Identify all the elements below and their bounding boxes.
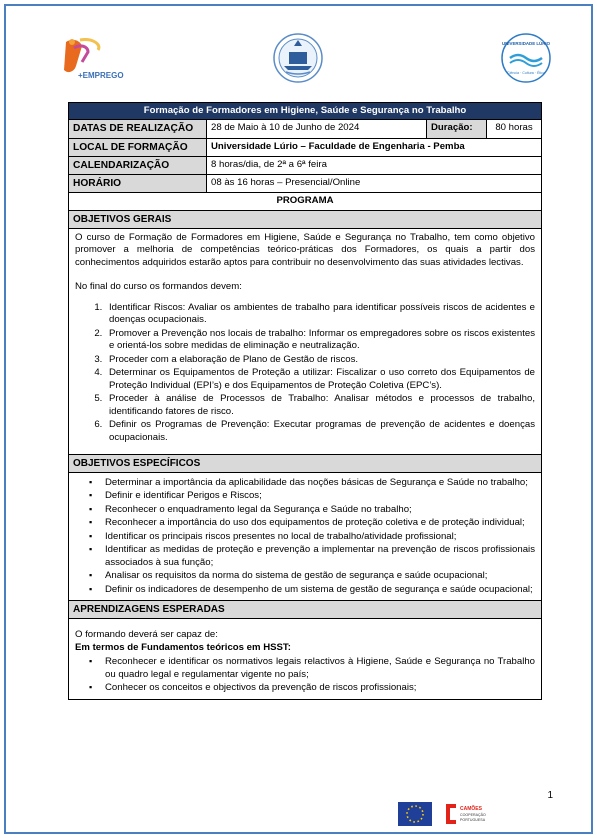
specific-objectives-heading: OBJETIVOS ESPECÍFICOS xyxy=(69,454,542,472)
hours-value: 08 às 16 horas – Presencial/Online xyxy=(207,175,542,193)
camoes-logo-line2: COOPERAÇÃO xyxy=(460,813,486,817)
general-objectives-lead: No final do curso os formandos devem: xyxy=(75,281,242,293)
expected-learning-heading: APRENDIZAGENS ESPERADAS xyxy=(69,601,542,619)
camoes-logo-line1: CAMÕES xyxy=(460,806,482,812)
schedule-label: CALENDARIZAÇÃO xyxy=(69,156,207,174)
dates-value: 28 de Maio à 10 de Junho de 2024 xyxy=(207,120,427,138)
unilurio-logo-text: UNIVERSIDADE LÚRIO xyxy=(501,41,551,46)
institution-seal-logo xyxy=(272,32,324,84)
list-item: ▪ Identificar os principais riscos presentes no local de trabalho/atividade profissional; xyxy=(89,531,535,543)
general-objectives-list xyxy=(105,302,535,444)
general-objectives-body xyxy=(69,228,542,454)
course-title: Formação de Formadores em Higiene, Saúde e Segurança no Trabalho xyxy=(69,103,542,120)
program-heading: PROGRAMA xyxy=(69,193,542,210)
list-item: ▪ Conhecer os conceitos e objectivos da prevenção de riscos profissionais; xyxy=(89,682,535,694)
eu-flag-icon xyxy=(398,802,432,826)
list-item: ▪ Definir e identificar Perigos e Riscos; xyxy=(89,490,535,502)
general-objectives-intro: O curso de Formação de Formadores em Higiene, Saúde e Segurança no Trabalho, tem como objetivo promover a melhoria de competências teórico-práticas dos Formadores, os quais a partir dos conhecimentos adquiridos estarão aptos para contribuir no desenvolvimento das suas atividades lectivas. xyxy=(75,231,535,268)
list-item: ▪ Reconhecer o enquadramento legal da Segurança e Saúde no trabalho; xyxy=(89,504,535,516)
unilurio-logo xyxy=(500,32,552,84)
list-item: 2. Promover a Prevenção nos locais de trabalho: Informar os empregadores sobre os riscos existentes e orientá-los sobre medidas de eliminação e neutralização. xyxy=(105,328,535,353)
course-info-table xyxy=(68,102,542,700)
list-item: 3. Proceder com a elaboração de Plano de Gestão de riscos. xyxy=(105,354,535,366)
list-item: ▪ Reconhecer a importância do uso dos equipamentos de proteção coletiva e de proteção individual; xyxy=(89,517,535,529)
empreso-logo-text: +EMPREGO xyxy=(78,71,124,80)
location-value: Universidade Lúrio – Faculdade de Engenharia - Pemba xyxy=(207,138,542,156)
empreso-logo xyxy=(58,36,130,84)
location-row xyxy=(69,138,542,156)
expected-learning-lead: O formando deverá ser capaz de: xyxy=(75,629,218,641)
expected-learning-list xyxy=(89,656,535,694)
list-item: 5. Proceder à análise de Processos de Trabalho: Analisar métodos e processos de trabalho, identificando fatores de risco. xyxy=(105,393,535,418)
header-logos xyxy=(0,22,597,92)
unilurio-motto-text: Ciência · Cultura · Ética xyxy=(507,71,545,75)
duration-label: Duração: xyxy=(427,120,487,138)
list-item: ▪ Reconhecer e identificar os normativos legais relactivos à Higiene, Saúde e Segurança no Trabalho ou quadro legal e regulamentar vigente no país; xyxy=(89,656,535,681)
location-label: LOCAL DE FORMAÇÃO xyxy=(69,138,207,156)
list-item: ▪ Analisar os requisitos da norma do sistema de gestão de segurança e saúde ocupacional; xyxy=(89,570,535,582)
specific-objectives-body xyxy=(69,472,542,600)
duration-value: 80 horas xyxy=(487,120,542,138)
expected-learning-body xyxy=(69,619,542,699)
dates-row xyxy=(69,120,542,138)
camoes-logo-line3: PORTUGUESA xyxy=(460,818,486,822)
dates-label: DATAS DE REALIZAÇÃO xyxy=(69,120,207,138)
schedule-value: 8 horas/dia, de 2ª a 6ª feira xyxy=(207,156,542,174)
funder-logos xyxy=(398,800,528,830)
general-objectives-heading: OBJETIVOS GERAIS xyxy=(69,210,542,228)
page-number: 1 xyxy=(547,790,553,801)
list-item: ▪ Identificar as medidas de proteção e prevenção a implementar na prevenção de riscos profissionais associados à sua função; xyxy=(89,544,535,569)
specific-objectives-list xyxy=(89,477,535,596)
list-item: ▪ Determinar a importância da aplicabilidade das noções básicas de Segurança e Saúde no trabalho; xyxy=(89,477,535,489)
hours-label: HORÁRIO xyxy=(69,175,207,193)
list-item: 1. Identificar Riscos: Avaliar os ambientes de trabalho para identificar possíveis riscos de acidentes e doenças ocupacionais. xyxy=(105,302,535,327)
expected-learning-subheading: Em termos de Fundamentos teóricos em HSST: xyxy=(75,641,291,653)
camoes-logo xyxy=(446,804,486,824)
list-item: ▪ Definir os indicadores de desempenho de um sistema de gestão de segurança e saúde ocupacional; xyxy=(89,584,535,596)
hours-row xyxy=(69,175,542,193)
list-item: 4. Determinar os Equipamentos de Proteção a utilizar: Fiscalizar o uso correto dos Equipamentos de Proteção Individual (EPI’s) e dos Equipamentos de Proteção Coletiva (EPC’s). xyxy=(105,367,535,392)
schedule-row xyxy=(69,156,542,174)
list-item: 6. Definir os Programas de Prevenção: Executar programas de prevenção de acidentes e doenças ocupacionais. xyxy=(105,419,535,444)
